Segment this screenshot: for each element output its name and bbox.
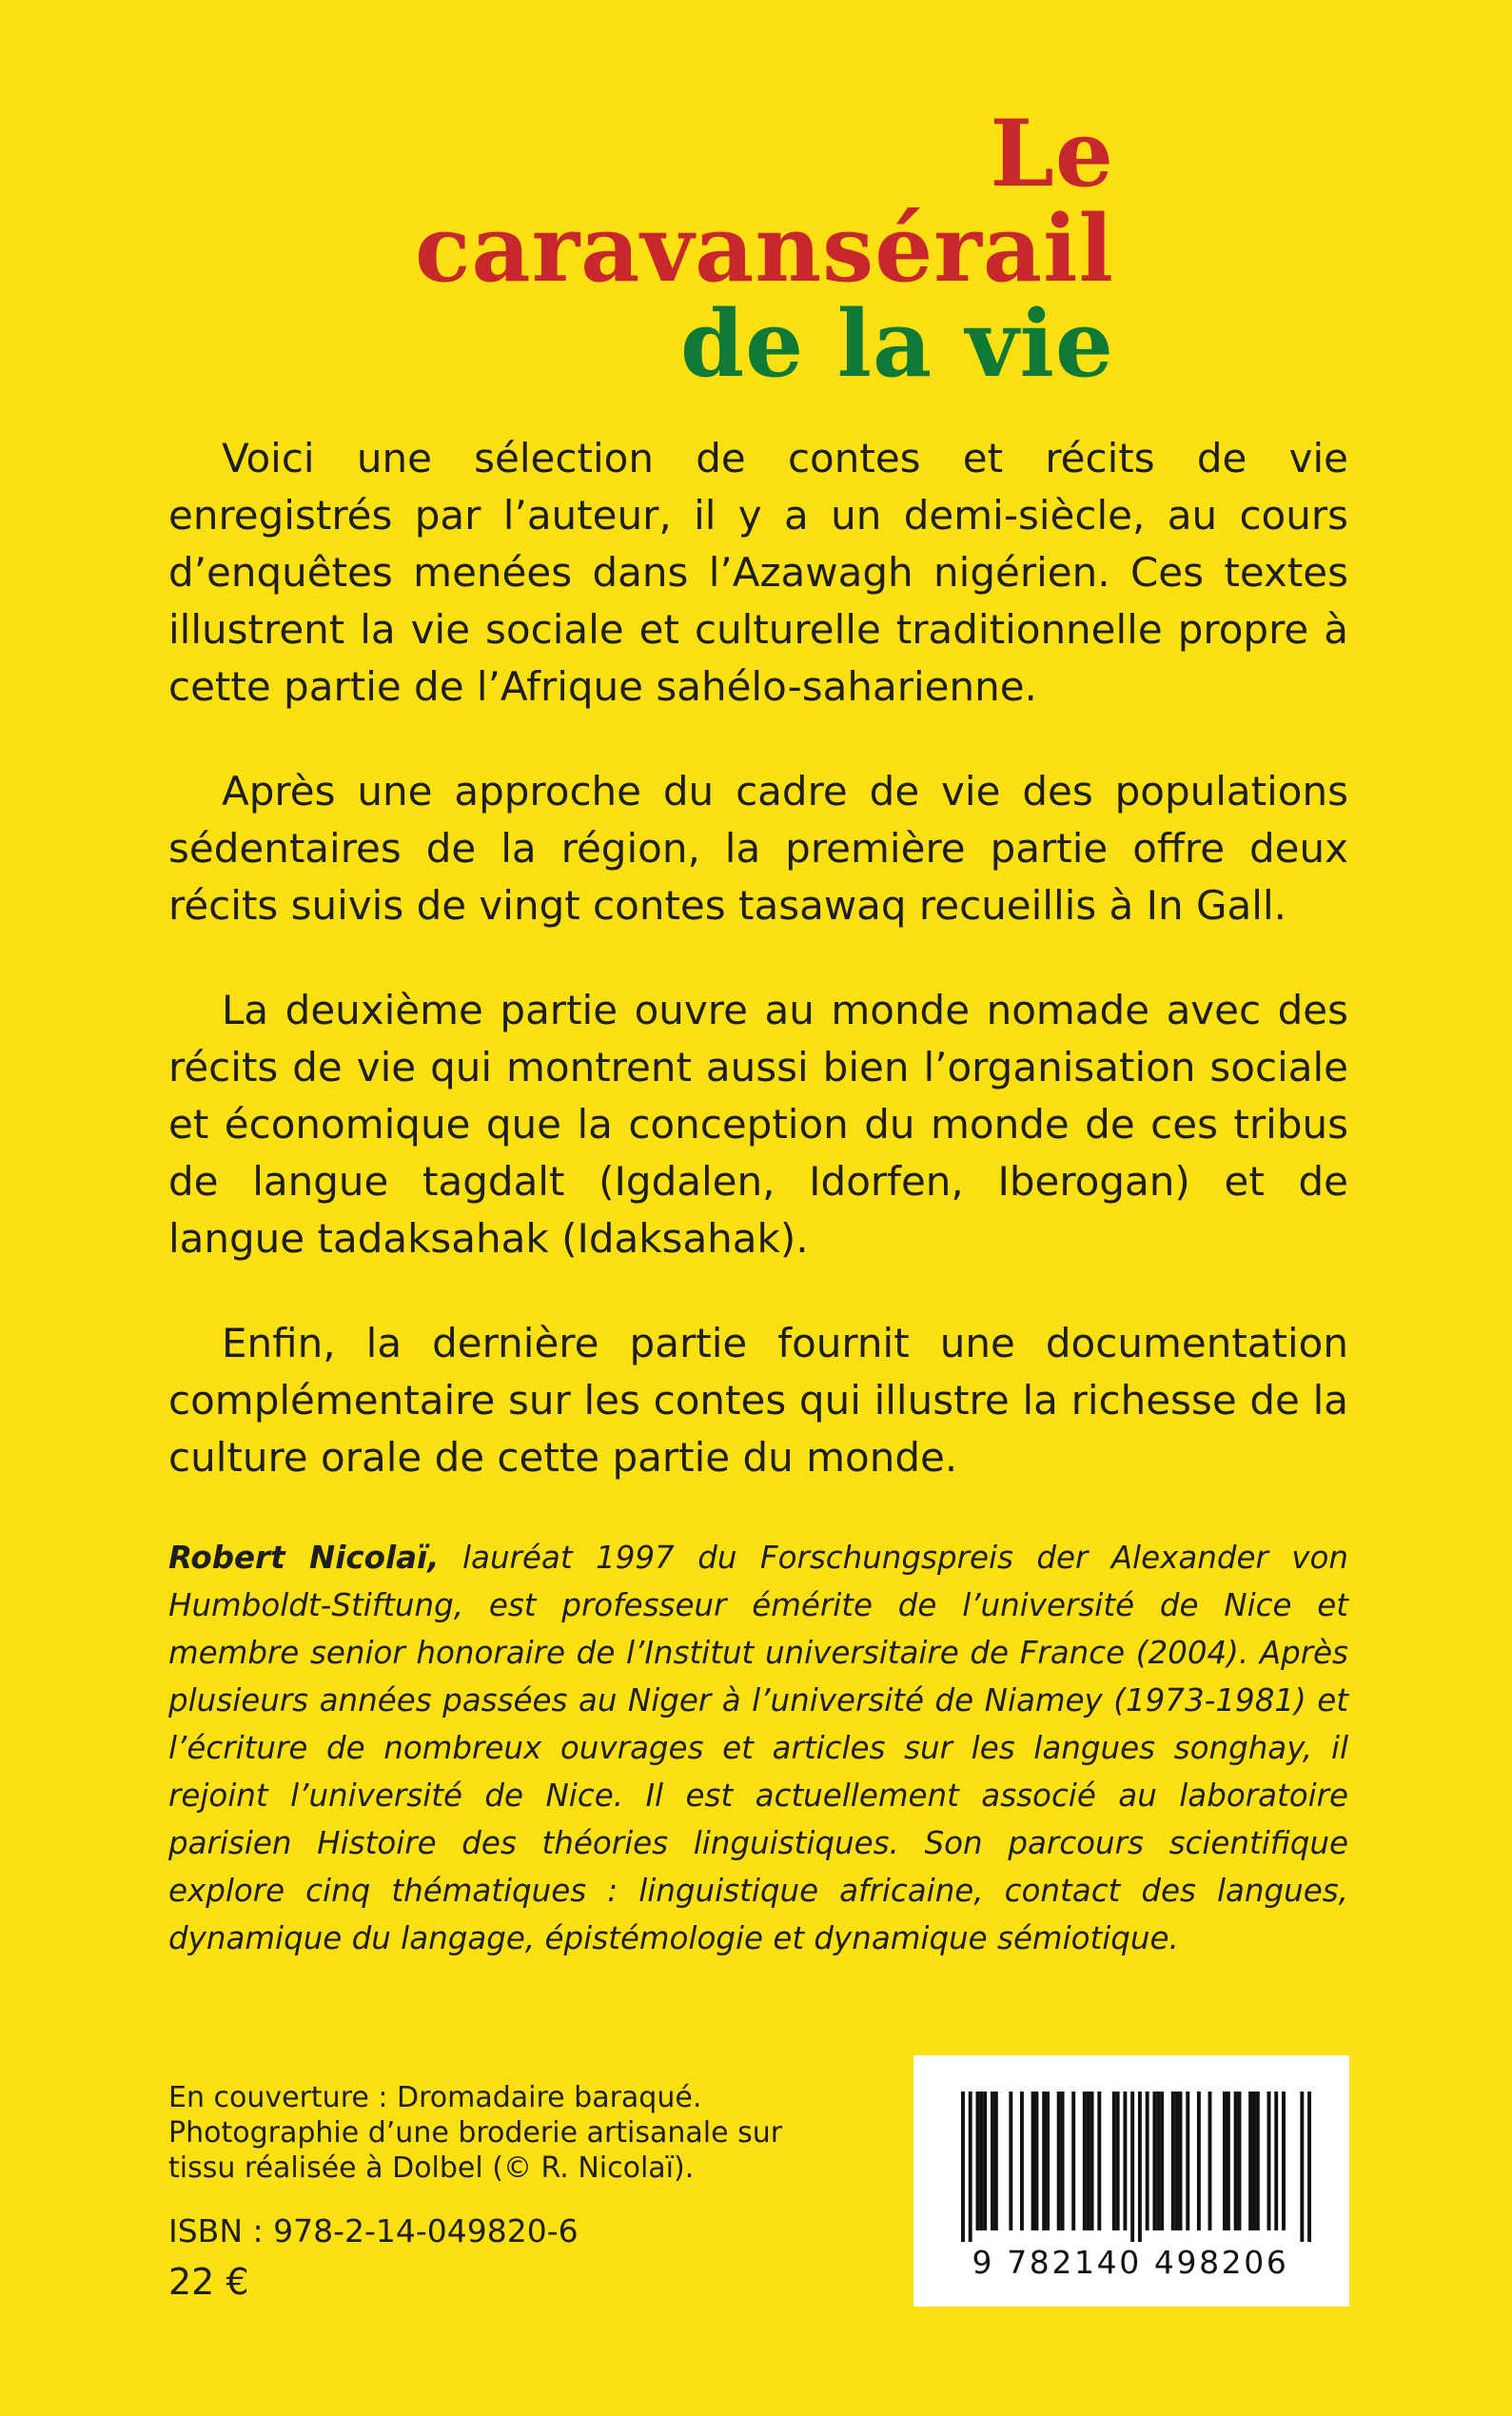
barcode-bar bbox=[1307, 2092, 1311, 2242]
barcode-bar bbox=[1020, 2092, 1024, 2230]
barcode-bar bbox=[1238, 2092, 1242, 2230]
barcode-bar bbox=[1175, 2092, 1179, 2230]
barcode-bar bbox=[983, 2092, 987, 2230]
author-bio bbox=[168, 1534, 1348, 1962]
barcode-bar bbox=[1009, 2092, 1012, 2230]
barcode-bars bbox=[961, 2092, 1311, 2242]
barcode-bar bbox=[1252, 2092, 1256, 2230]
title-line-1: Le bbox=[990, 100, 1114, 207]
title-line-2: caravansérail bbox=[414, 195, 1114, 303]
barcode bbox=[913, 2055, 1349, 2307]
barcode-bar bbox=[1156, 2092, 1160, 2230]
barcode-bar bbox=[1186, 2092, 1189, 2230]
barcode-bar bbox=[1090, 2092, 1094, 2230]
barcode-bar bbox=[1197, 2092, 1201, 2230]
barcode-bar bbox=[1087, 2092, 1090, 2230]
barcode-bar bbox=[1208, 2092, 1212, 2230]
barcode-bar bbox=[1282, 2092, 1286, 2230]
barcode-bar bbox=[1031, 2092, 1035, 2230]
barcode-bar bbox=[975, 2092, 979, 2230]
barcode-bar bbox=[1116, 2092, 1120, 2230]
barcode-bar bbox=[1034, 2092, 1038, 2230]
barcode-bar bbox=[1057, 2092, 1061, 2230]
barcode-bar bbox=[979, 2092, 983, 2230]
barcode-bar bbox=[969, 2092, 972, 2242]
isbn: ISBN : 978-2-14-049820-6 bbox=[168, 2212, 579, 2249]
barcode-bar bbox=[1171, 2092, 1175, 2230]
barcode-bar bbox=[1112, 2092, 1116, 2230]
cover-credit: En couverture : Dromadaire baraqué. Photographie d’une broderie artisanale sur tissu réalisée à Dolbel (© R. Nicolaï). bbox=[168, 2081, 783, 2185]
barcode-bar bbox=[1234, 2092, 1238, 2230]
author-name: Robert Nicolaï, bbox=[168, 1540, 440, 1576]
barcode-bar bbox=[1138, 2092, 1142, 2242]
barcode-bar bbox=[1160, 2092, 1164, 2230]
book-title bbox=[414, 100, 1114, 398]
barcode-bar bbox=[994, 2092, 998, 2230]
barcode-bar bbox=[1123, 2092, 1127, 2230]
barcode-bar bbox=[1274, 2092, 1278, 2230]
summary-paragraph-3: La deuxième partie ouvre au monde nomade avec des récits de vie qui montrent aussi bien l’organisation sociale et économique que la conception du monde de ces tribus de langue tagdalt (Igdalen, Idorfen, Iberogan) et de langue tadaksahak (Idaksahak). bbox=[168, 987, 1348, 1262]
barcode-bar bbox=[1146, 2092, 1149, 2230]
barcode-bar bbox=[1223, 2092, 1227, 2230]
barcode-bar bbox=[1046, 2092, 1050, 2230]
barcode-bar bbox=[1097, 2092, 1101, 2230]
barcode-bar bbox=[961, 2092, 965, 2242]
summary-paragraph-4: Enfin, la dernière partie fournit une documentation complémentaire sur les contes qui illustre la richesse de la culture orale de cette partie du monde. bbox=[168, 1320, 1348, 1481]
barcode-bar bbox=[1179, 2092, 1183, 2230]
book-summary bbox=[168, 430, 1348, 1534]
barcode-bar bbox=[1130, 2092, 1134, 2242]
barcode-bar bbox=[1267, 2092, 1271, 2230]
barcode-bar bbox=[1152, 2092, 1156, 2230]
title-line-3: de la vie bbox=[679, 290, 1114, 398]
barcode-bar bbox=[1071, 2092, 1075, 2230]
barcode-bar bbox=[1300, 2092, 1304, 2242]
price: 22 € bbox=[168, 2261, 249, 2303]
summary-paragraph-1: Voici une sélection de contes et récits de vie enregistrés par l’auteur, il y a un demi-siècle, au cours d’enquêtes menées dans l’Azawagh nigérien. Ces textes illustrent la vie sociale et culturelle traditionnelle propre à cette partie de l’Afrique sahélo-saharienne. bbox=[168, 435, 1348, 710]
barcode-bar bbox=[1042, 2092, 1046, 2230]
barcode-bar bbox=[1083, 2092, 1087, 2230]
barcode-bar bbox=[1061, 2092, 1065, 2230]
barcode-digits: 9 782140 498206 bbox=[972, 2244, 1289, 2281]
barcode-bar bbox=[1256, 2092, 1260, 2230]
barcode-bar bbox=[1227, 2092, 1230, 2230]
barcode-bar bbox=[1248, 2092, 1252, 2230]
author-bio-text: lauréat 1997 du Forschungspreis der Alexander von Humboldt-Stiftung, est professeur émérite de l’université de Nice et membre senior honoraire de l’Institut universitaire de France (2004). Après plusieurs années passées au Niger à l’université de Niamey (1973-1981) et l’écriture de nombreux ouvrages et articles sur les langues songhay, il rejoint l’université de Nice. Il est actuellement associé au laboratoire parisien Histoire des théories linguistiques. Son parcours scientifique explore cinq thématiques : linguistique africaine, contact des langues, dynamique du langage, épistémologie et dynamique sémiotique. bbox=[168, 1540, 1348, 1956]
summary-paragraph-2: Après une approche du cadre de vie des populations sédentaires de la région, la première partie offre deux récits suivis de vingt contes tasawaq recueillis à In Gall. bbox=[168, 768, 1348, 929]
barcode-bar bbox=[991, 2092, 994, 2230]
